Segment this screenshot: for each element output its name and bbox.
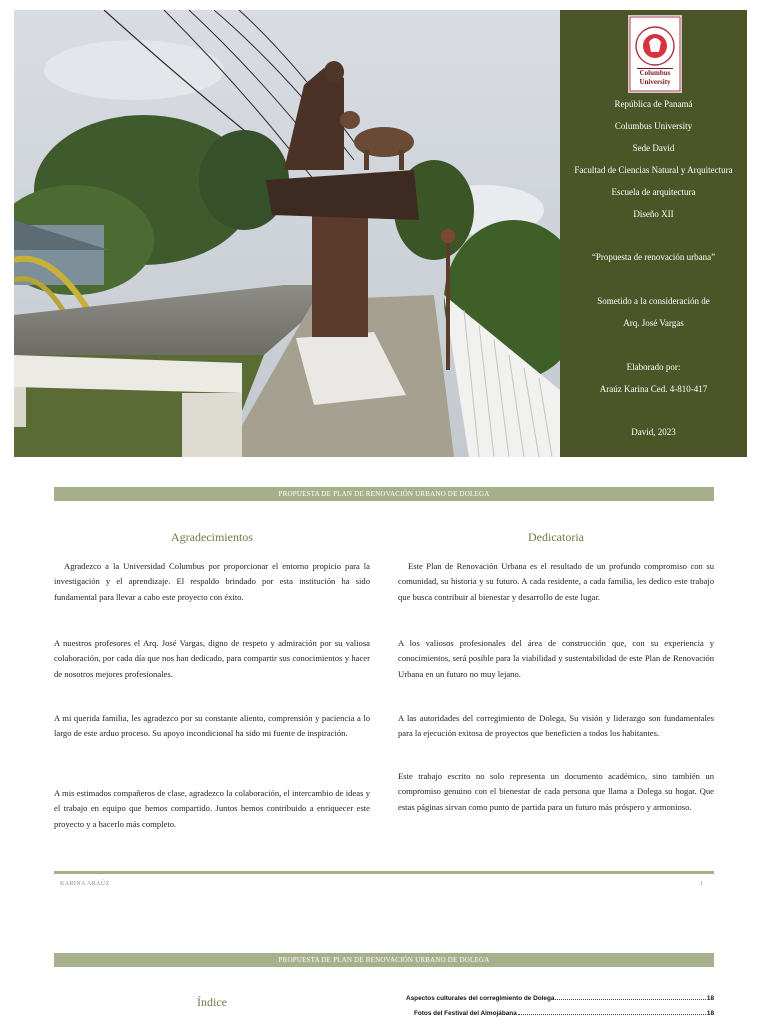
seal-name-line1: Columbus [639, 69, 671, 77]
toc-entry-label: Aspectos culturales del corregimiento de Dolega [406, 995, 555, 1002]
cover-professor: Arq. José Vargas [623, 318, 684, 328]
footer-author: KARINA ARAÚZ [60, 881, 110, 887]
indice-title: Índice [197, 995, 227, 1009]
cover-campus: Sede David [632, 143, 675, 153]
cover-country: República de Panamá [614, 99, 693, 109]
toc-leader [518, 1014, 706, 1015]
page-header-bar: PROPUESTA DE PLAN DE RENOVACIÓN URBANO DE DOLEGA [54, 487, 714, 501]
cover-info-panel [560, 10, 747, 457]
dedicatoria-paragraph: Este Plan de Renovación Urbana es el resultado de un profundo compromiso con su comunidad, su historia y su futuro. A cada residente, a cada familia, les dedico este trabajo que busca contribuir al bienestar y desarrollo de este lugar. [398, 561, 714, 602]
cover-photo-illustration [14, 10, 560, 457]
toc-leader [555, 999, 705, 1000]
agradecimientos-paragraph: A mi querida familia, les agradezco por su constante aliento, comprensión y paciencia a lo largo de este arduo proceso. Su apoyo incondicional ha sido mi fuente de inspiración. [54, 713, 370, 739]
cover-faculty: Facultad de Ciencias Natural y Arquitectura [574, 165, 733, 175]
cover-submitted-to: Sometido a la consideración de [597, 296, 710, 306]
dedicatoria-paragraph: A las autoridades del corregimiento de Dolega, Su visión y liderazgo son fundamentales para la ejecución exitosa de proyectos que beneficien a todos los habitantes. [398, 713, 714, 739]
university-seal [628, 15, 682, 93]
cover-course: Diseño XII [633, 209, 674, 219]
page-header-bar: PROPUESTA DE PLAN DE RENOVACIÓN URBANO DE DOLEGA [54, 953, 714, 967]
toc-entry[interactable] [414, 1010, 714, 1017]
cover-university: Columbus University [614, 121, 693, 131]
toc-entry-page: 18 [706, 995, 714, 1002]
toc-entry-label: Fotos del Festival del Almojábana [414, 1010, 517, 1017]
agradecimientos-paragraph: A mis estimados compañeros de clase, agradezco la colaboración, el intercambio de ideas y el trabajo en equipo que hemos compartido. Juntos hemos contribuido a enriquecer este proyecto y a hacerlo más completo. [54, 788, 370, 829]
cover-prepared-by: Elaborado por: [626, 362, 681, 372]
dedicatoria-paragraph: A los valiosos profesionales del área de construcción que, con su experiencia y conocimientos, será posible para la viabilidad y sustentabilidad de este Plan de Renovación Urbana en un futuro no muy lejano. [398, 638, 714, 679]
toc-entry[interactable] [406, 995, 714, 1002]
dedicatoria-title: Dedicatoria [528, 530, 584, 544]
toc-entry-page: 18 [706, 1010, 714, 1017]
agradecimientos-title: Agradecimientos [171, 530, 253, 544]
cover-school: Escuela de arquitectura [611, 187, 696, 197]
cover-place-date: David, 2023 [631, 427, 676, 437]
footer-page-number: 1 [700, 881, 703, 887]
agradecimientos-paragraph: Agradezco a la Universidad Columbus por proporcionar el entorno propicio para la investigación y el aprendizaje. El respaldo brindado por esta institución ha sido fundamental para llevar a cabo este proyecto con éxito. [54, 561, 370, 602]
dedicatoria-paragraph: Este trabajo escrito no solo representa un documento académico, sino también un compromiso genuino con el bienestar de cada persona que llama a Dolega su hogar. Que estas páginas sirvan como punto de partida para un futuro más próspero y armonioso. [398, 771, 714, 812]
cover-photo [14, 10, 560, 457]
cover-project-title: “Propuesta de renovación urbana” [591, 252, 716, 262]
seal-name-line2: University [639, 78, 671, 86]
footer-divider [54, 871, 714, 874]
agradecimientos-paragraph: A nuestros profesores el Arq. José Vargas, digno de respeto y admiración por su valiosa colaboración, por cada día que nos han dedicado, para compartir sus conocimientos y hacer de nosotros mejores profesionales. [54, 638, 370, 679]
cover-author: Araúz Karina Ced. 4-810-417 [599, 384, 708, 394]
